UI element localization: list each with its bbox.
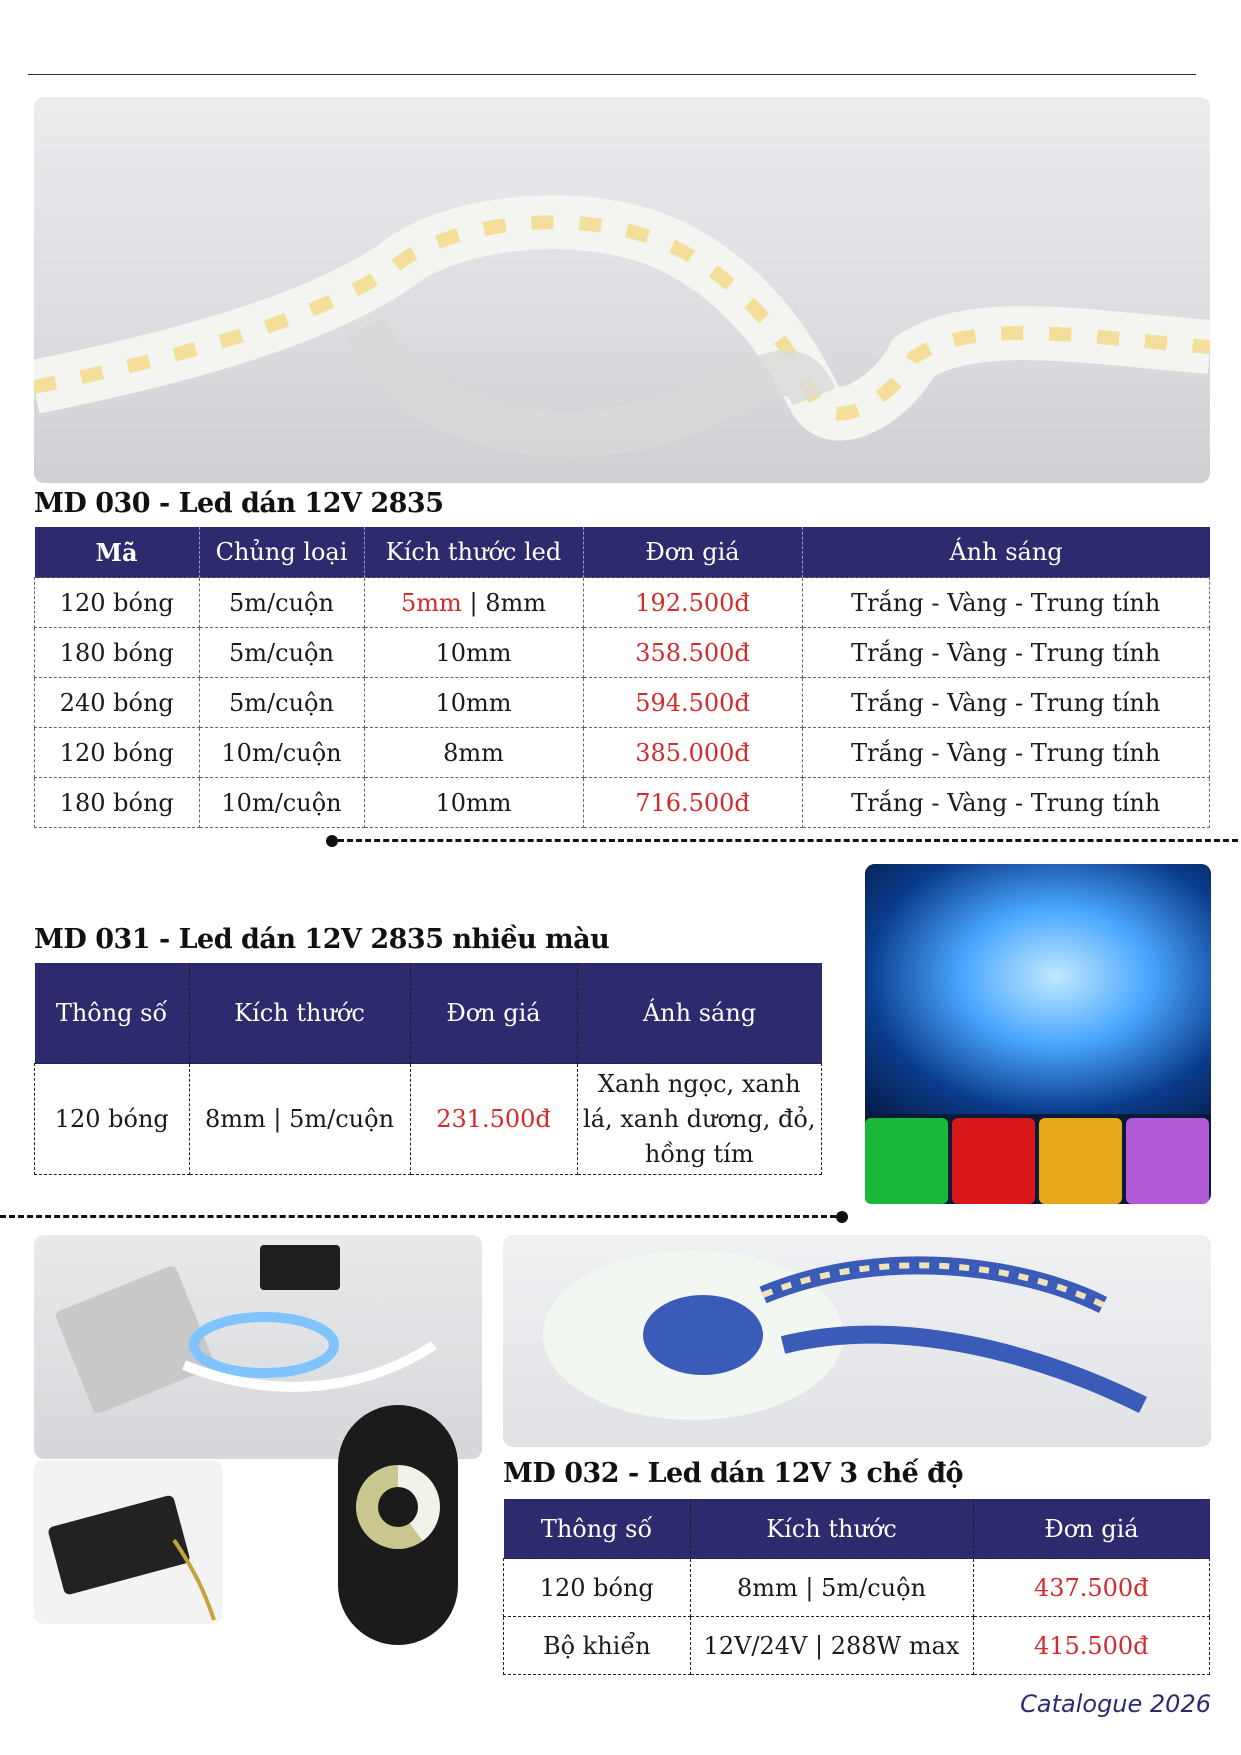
purple-led-swatch: [1126, 1118, 1209, 1204]
header-thong-so: Thông số: [504, 1499, 691, 1559]
size-option: 8mm: [736, 1573, 798, 1602]
cell-price: 437.500đ: [973, 1559, 1210, 1617]
header-chung-loai: Chủng loại: [199, 527, 364, 578]
cell-price: 231.500đ: [410, 1064, 577, 1175]
led-controller-photo: [34, 1460, 222, 1624]
cell-spec: Bộ khiển: [504, 1617, 691, 1675]
cell-price: 716.500đ: [583, 778, 802, 828]
yellow-led-swatch: [1039, 1118, 1122, 1204]
red-led-swatch: [952, 1118, 1035, 1204]
cell-size: 10mm: [364, 628, 583, 678]
separator: |: [469, 588, 478, 617]
cell-light: Trắng - Vàng - Trung tính: [802, 778, 1210, 828]
size-option: 5m/cuộn: [289, 1105, 395, 1133]
green-led-swatch: [865, 1118, 948, 1204]
header-kich-thuoc: Kích thước: [690, 1499, 973, 1559]
cell-light: Xanh ngọc, xanh lá, xanh dương, đỏ, hồng tím: [577, 1064, 822, 1175]
header-ma: Mã: [35, 527, 200, 578]
cell-ma: 240 bóng: [35, 678, 200, 728]
header-don-gia: Đơn giá: [410, 963, 577, 1064]
cell-price: 594.500đ: [583, 678, 802, 728]
cell-light: Trắng - Vàng - Trung tính: [802, 628, 1210, 678]
cell-loai: 5m/cuộn: [199, 578, 364, 628]
cell-size: 8mm: [364, 728, 583, 778]
footer-catalogue: Catalogue 2026: [1020, 1690, 1211, 1718]
table-row: [35, 778, 1210, 828]
top-rule: [28, 74, 1196, 75]
md032-table: [503, 1499, 1210, 1675]
header-kich-thuoc: Kích thước: [189, 963, 410, 1064]
cell-ma: 120 bóng: [35, 578, 200, 628]
cell-size: 8mm | 5m/cuộn: [690, 1559, 973, 1617]
table-row: [504, 1617, 1210, 1675]
cell-loai: 5m/cuộn: [199, 628, 364, 678]
table-row: [504, 1559, 1210, 1617]
cell-size: 10mm: [364, 778, 583, 828]
cell-loai: 10m/cuộn: [199, 728, 364, 778]
cell-price: 385.000đ: [583, 728, 802, 778]
header-kich-thuoc-led: Kích thước led: [364, 527, 583, 578]
header-don-gia: Đơn giá: [583, 527, 802, 578]
cell-light: Trắng - Vàng - Trung tính: [802, 678, 1210, 728]
md030-table: [34, 527, 1210, 828]
cell-price: 358.500đ: [583, 628, 802, 678]
cell-light: Trắng - Vàng - Trung tính: [802, 728, 1210, 778]
cell-price: 192.500đ: [583, 578, 802, 628]
header-thong-so: Thông số: [35, 963, 190, 1064]
md031-table: [34, 963, 822, 1175]
size-option: 8mm: [485, 588, 546, 617]
cell-loai: 5m/cuộn: [199, 678, 364, 728]
cell-spec: 120 bóng: [504, 1559, 691, 1617]
size-option: 5m/cuộn: [821, 1573, 927, 1602]
cell-size: 8mm | 5m/cuộn: [189, 1064, 410, 1175]
led-strip-photo: [34, 97, 1210, 483]
dashed-separator: [338, 839, 1238, 842]
table-row: [35, 628, 1210, 678]
cell-size: 10mm: [364, 678, 583, 728]
header-anh-sang: Ánh sáng: [802, 527, 1210, 578]
table-row: [35, 1064, 822, 1175]
separator-dot: [836, 1211, 848, 1223]
table-row: [35, 578, 1210, 628]
cell-ma: 180 bóng: [35, 628, 200, 678]
blue-led-reel-image: [865, 864, 1211, 1114]
table-row: [35, 678, 1210, 728]
cell-price: 415.500đ: [973, 1617, 1210, 1675]
md032-title: MD 032 - Led dán 12V 3 chế độ: [503, 1458, 964, 1489]
cell-light: Trắng - Vàng - Trung tính: [802, 578, 1210, 628]
table-row: [35, 728, 1210, 778]
cell-spec: 120 bóng: [35, 1064, 190, 1175]
header-don-gia: Đơn giá: [973, 1499, 1210, 1559]
cell-loai: 10m/cuộn: [199, 778, 364, 828]
cell-size: [364, 578, 583, 628]
size-option: 288W max: [830, 1631, 960, 1660]
size-option: 12V/24V: [703, 1631, 808, 1660]
remote-control-image: [338, 1405, 458, 1645]
cell-ma: 120 bóng: [35, 728, 200, 778]
size-option: 5mm: [401, 588, 462, 617]
dashed-separator: [0, 1215, 836, 1218]
cell-ma: 180 bóng: [35, 778, 200, 828]
cct-led-strip-photo: [503, 1235, 1211, 1447]
md030-title: MD 030 - Led dán 12V 2835: [34, 488, 444, 519]
separator-dot: [326, 835, 338, 847]
header-anh-sang: Ánh sáng: [577, 963, 822, 1064]
cell-size: 12V/24V | 288W max: [690, 1617, 973, 1675]
md031-title: MD 031 - Led dán 12V 2835 nhiều màu: [34, 924, 610, 955]
remote-dial: [356, 1465, 440, 1549]
size-option: 8mm: [204, 1105, 266, 1133]
